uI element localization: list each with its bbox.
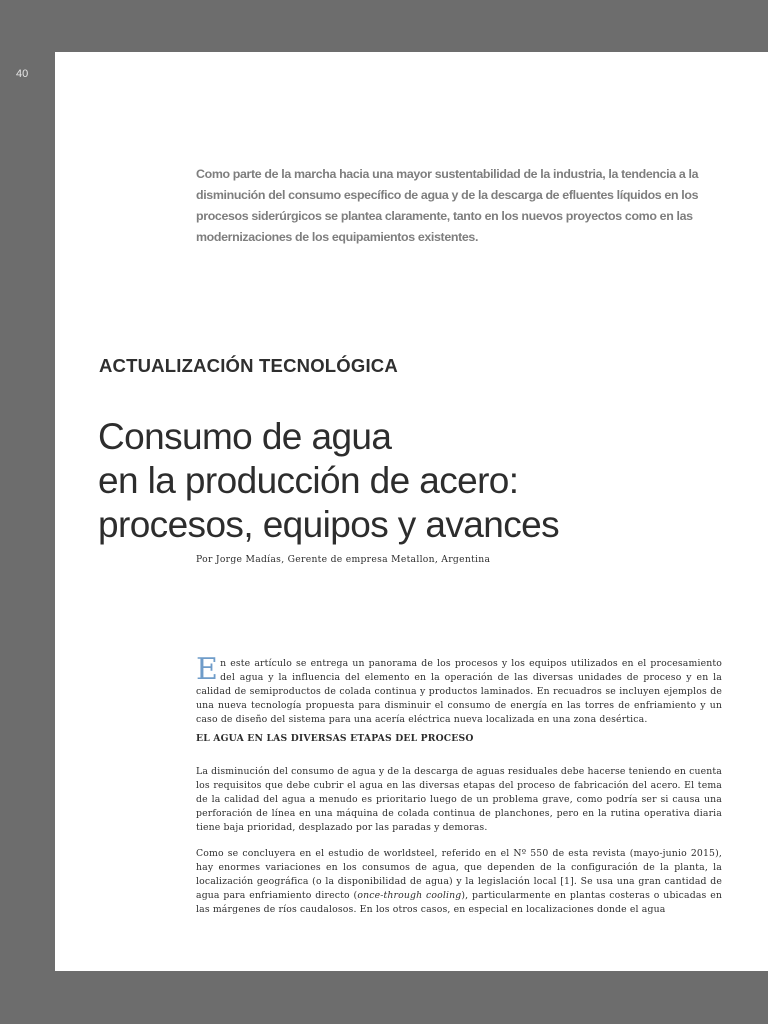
lead-paragraph: Como parte de la marcha hacia una mayor sustentabilidad de la industria, la tendencia a la disminución del consumo específico de agua y de la descarga de efluentes líquidos en los procesos siderúrgicos se plantea claramente, tanto en los nuevos proyectos como en las modernizaciones de los equipamientos existentes.: [196, 167, 699, 245]
title-line: Consumo de agua: [98, 415, 392, 457]
intro-text: n este artículo se entrega un panorama de los procesos y los equipos utilizados en el procesamiento del agua y la influencia del elemento en la operación de las diversas unidades de proceso y en la calidad de semiproductos de colada continua y productos laminados. En recuadros se incluyen ejemplos de una nueva tecnología propuesta para disminuir el consumo de energía en las torres de enfriamiento y un caso de diseño del sistema para una acería eléctrica nueva localizada en una zona desértica.: [196, 658, 722, 726]
title-line: en la producción de acero:: [98, 459, 519, 501]
para2-text-before: Como se concluyera en el estudio de worldsteel, referido en el Nº 550 de esta revista (mayo-junio 2015), hay enormes variaciones en los consumos de agua, que dependen de la configuración de la planta, la localización geográfica (o la disponibilidad de agua) y la legislación local [1]. Se usa una gran cantidad de agua para enfriamiento directo (: [196, 848, 722, 902]
section-kicker: ACTUALIZACIÓN TECNOLÓGICA: [99, 355, 398, 376]
section-subhead: EL AGUA EN LAS DIVERSAS ETAPAS DEL PROCESO: [196, 733, 474, 744]
para2-italic-term: once-through cooling: [357, 890, 462, 902]
intro-paragraph: [196, 652, 722, 727]
byline: Por Jorge Madías, Gerente de empresa Metallon, Argentina: [196, 554, 491, 565]
page-number: 40: [16, 68, 29, 80]
body-paragraph: [196, 847, 722, 917]
article-title: [98, 415, 718, 547]
para2-text-after: ), particularmente en plantas costeras o ubicadas en las márgenes de ríos caudalosos. En los otros casos, en especial en localizaciones donde el agua: [196, 890, 722, 916]
body-paragraph: La disminución del consumo de agua y de la descarga de aguas residuales debe hacerse teniendo en cuenta los requisitos que debe cubrir el agua en las diversas etapas del proceso de fabricación del acero. El tema de la calidad del agua a menudo es prioritario luego de un problema grave, como podría ser si causa una perforación de línea en una máquina de colada continua de planchones, pero en la rutina operativa diaria tiene baja prioridad, desplazado por las paradas y demoras.: [196, 766, 722, 834]
title-line: procesos, equipos y avances: [98, 503, 559, 545]
page-sheet: [55, 52, 768, 971]
drop-cap: E: [196, 652, 219, 688]
